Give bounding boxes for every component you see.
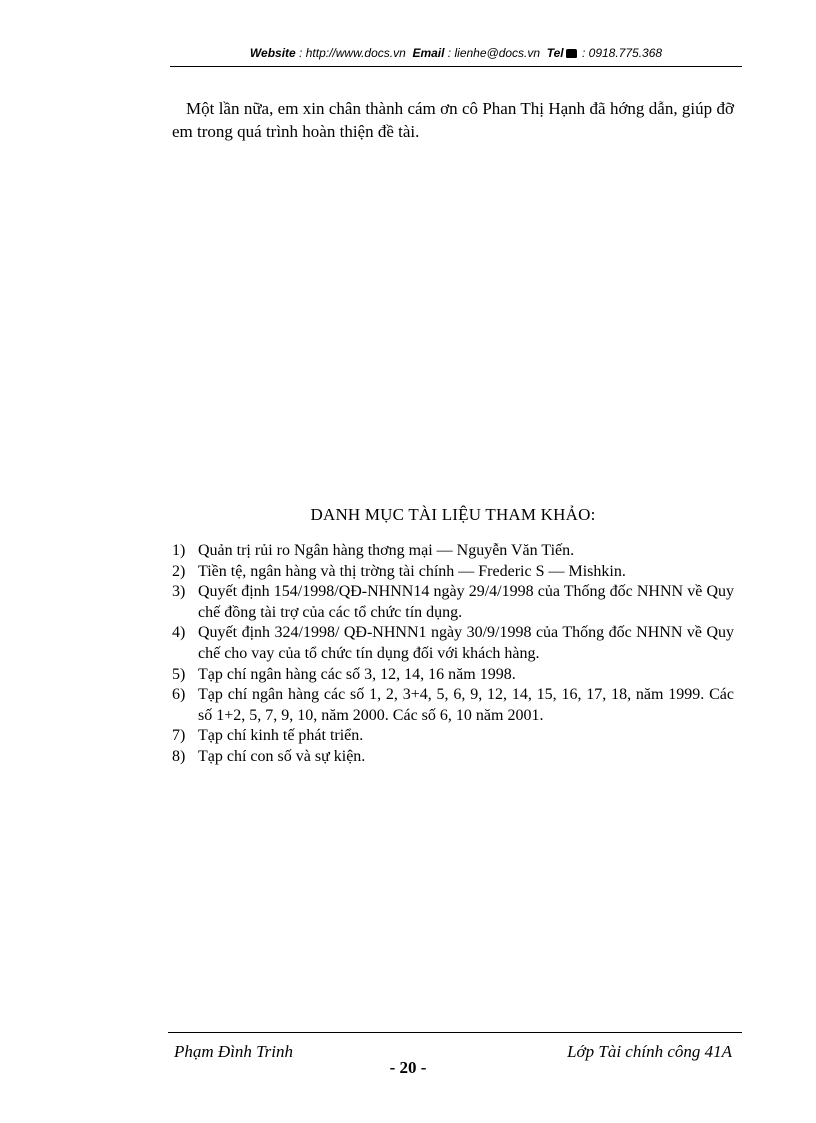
footer-author: Phạm Đình Trinh: [174, 1042, 294, 1061]
email-label: Email: [412, 46, 445, 60]
reference-text: Tạp chí ngân hàng các số 1, 2, 3+4, 5, 6, 9, 12, 14, 15, 16, 17, 18, năm 1999. Các số 1+2, 5, 7, 9, 10, năm 2000. Các số 6, 10 năm 2001.: [198, 686, 734, 724]
header-divider: [170, 66, 742, 67]
website-separator: :: [295, 46, 306, 60]
tel-label: Tel: [546, 46, 564, 60]
reference-item: [172, 665, 734, 686]
reference-text: Tạp chí ngân hàng các số 3, 12, 14, 16 năm 1998.: [198, 665, 516, 683]
telephone-icon: [566, 49, 577, 58]
reference-text: Quyết định 154/1998/QĐ-NHNN14 ngày 29/4/1998 của Thống đốc NHNN về Quy chế đồng tài trợ của các tổ chức tín dụng.: [198, 583, 734, 621]
reference-number: 3): [172, 583, 186, 601]
reference-item: [172, 726, 734, 747]
website-label: Website: [249, 46, 296, 60]
email-address[interactable]: lienhe@docs.vn: [454, 46, 541, 60]
email-separator: :: [444, 46, 455, 60]
references-title: DANH MỤC TÀI LIỆU THAM KHẢO:: [310, 505, 596, 524]
reference-text: Tiền tệ, ngân hàng và thị trờng tài chính — Frederic S — Mishkin.: [198, 562, 626, 580]
reference-text: Quản trị rủi ro Ngân hàng thơng mại — Nguyễn Văn Tiến.: [198, 542, 575, 559]
reference-item: [172, 623, 734, 664]
page-number: - 20 -: [389, 1058, 427, 1077]
reference-number: 4): [172, 624, 186, 642]
reference-text: Quyết định 324/1998/ QĐ-NHNN1 ngày 30/9/1998 của Thống đốc NHNN về Quy chế cho vay của tổ chức tín dụng đối với khách hàng.: [198, 624, 734, 662]
footer-class: Lớp Tài chính công 41A: [567, 1042, 732, 1061]
reference-number: 1): [172, 542, 186, 559]
acknowledgement-text: Một lần nữa, em xin chân thành cám ơn cô Phan Thị Hạnh đã hớng dẫn, giúp đỡ em trong quá trình hoàn thiện đề tài.: [172, 99, 734, 141]
reference-item: [172, 562, 734, 583]
reference-item: [172, 582, 734, 623]
reference-item: [172, 685, 734, 726]
reference-number: 8): [172, 747, 186, 765]
reference-text: Tạp chí con số và sự kiện.: [198, 747, 366, 765]
footer-divider: [168, 1032, 742, 1033]
acknowledgement-paragraph: [172, 97, 734, 143]
reference-number: 2): [172, 562, 186, 580]
tel-separator: :: [578, 46, 589, 60]
reference-number: 5): [172, 665, 186, 683]
reference-item: [172, 541, 734, 562]
reference-text: Tạp chí kinh tế phát triển.: [198, 727, 364, 745]
page-header: [170, 46, 742, 60]
reference-number: 6): [172, 686, 186, 704]
tel-number: 0918.775.368: [588, 46, 663, 60]
reference-item: [172, 747, 734, 768]
website-url[interactable]: http://www.docs.vn: [305, 46, 406, 60]
references-list: [172, 541, 734, 768]
reference-number: 7): [172, 727, 186, 745]
